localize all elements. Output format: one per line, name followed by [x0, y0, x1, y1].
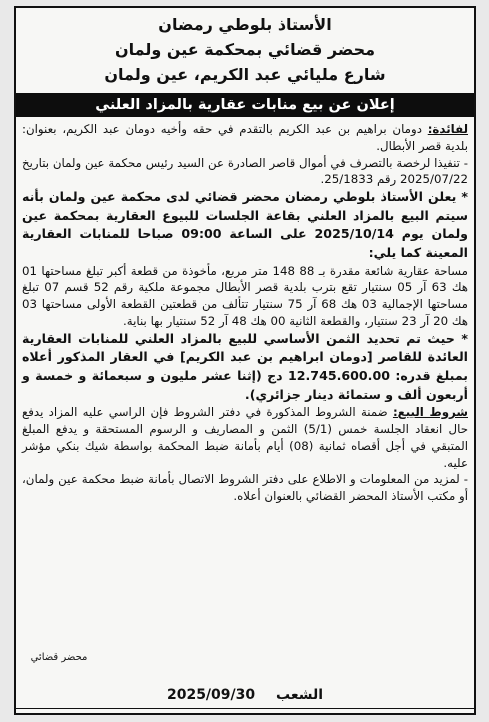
- paragraph-property-description: [22, 263, 468, 330]
- paragraph-text: ضمنة الشروط المذكورة في دفتر الشروط فإن الراسي عليه المزاد يدفع حال انعقاد الجلسة خمس (5/1) الثمن و المصاريف و الرسوم المستحقة و يدفع المبلغ المتبقي في أجل أقصاه ثمانية (08) أيام بأمانة ضبط المحكمة بواسطة شيك بنكي مؤشر عليه.: [22, 405, 468, 470]
- paragraph-label: لفائدة:: [427, 122, 468, 136]
- paragraph-beneficiary: [22, 121, 468, 155]
- paragraph-base-price: [22, 330, 468, 404]
- bailiff-address: شارع مليائي عبد الكريم، عين ولمان: [104, 65, 386, 84]
- stamp-text: محضر قضائي: [30, 652, 88, 663]
- paragraph-text: - تنفيذا لرخصة بالتصرف في أموال قاصر الصادرة عن السيد رئيس محكمة عين ولمان بتاريخ 2025/07/22 رقم 25/1833.: [22, 155, 468, 187]
- notice-title: إعلان عن بيع منابات عقارية بالمزاد العلني: [95, 97, 395, 113]
- paragraph-contact-info: [22, 471, 468, 505]
- publication-name: الشعب: [276, 687, 324, 703]
- paragraph-sale-conditions: [22, 404, 468, 471]
- notice-header: [16, 8, 474, 87]
- paragraph-text: * حيث تم تحديد الثمن الأساسي للبيع بالمزاد العلني للمنابات العقارية العائدة للقاصر [دومان ابراهيم بن عبد الكريم] في العقار المذكور أعلاه بمبلغ قدره: 12.745.600.00 دج (إثنا عشر مليون و سبعمائة و خمسة و أربعون ألف و ستمائة دينار جزائري).: [22, 330, 468, 402]
- notice-body: [16, 121, 474, 505]
- bailiff-court: محضر قضائي بمحكمة عين ولمان: [114, 40, 376, 59]
- bailiff-name: الأستاذ بلوطي رمضان: [158, 15, 332, 34]
- paragraph-text: * يعلن الأستاذ بلوطي رمضان محضر قضائي لدى محكمة عين ولمان بأنه سيتم البيع بالمزاد العلني بقاعة الجلسات للبيوع العقارية بمحكمة عين ولمان يوم 2025/10/14 على الساعة 09:00 صباحا للمنابات العقارية المعينة كما يلي:: [22, 189, 468, 260]
- paragraph-text: - لمزيد من المعلومات و الاطلاع على دفتر الشروط الاتصال بأمانة ضبط محكمة عين ولمان، أو مكتب الأستاذ المحضر القضائي بالعنوان أعلاه.: [22, 472, 468, 504]
- footer-divider: [16, 708, 474, 709]
- paragraph-authorization: [22, 155, 468, 189]
- paragraph-text: دومان براهيم بن عبد الكريم بالتقدم في حقه وأخيه دومان عبد الكريم، بعنوان: بلدية قصر الأبطال.: [22, 122, 468, 153]
- publication-row: [16, 687, 474, 703]
- paragraph-sale-announcement: [22, 188, 468, 262]
- announcement-sheet: [14, 6, 476, 715]
- notice-title-banner: [16, 93, 474, 117]
- bailiff-stamp: [24, 651, 94, 664]
- publication-date: 2025/09/30: [166, 687, 256, 703]
- notice-footer: [16, 651, 474, 709]
- paragraph-label: شروط البيع:: [392, 405, 468, 420]
- paragraph-text: مساحة عقارية شائعة مقدرة بـ 88 148 متر مربع، مأخوذة من قطعة أكبر تبلغ مساحتها 01 هك 63 آر 05 سنتيار تقع بترب بلدية قصر الأبطال مجموعة ملكية رقم 52 قسم 07 تبلغ مساحتها الإجمالية 03 هك 68 آر 75 سنتيار تتألف من قطعتين القطعة الأولى مساحتها 03 هك 20 آر 23 سنتيار، والقطعة الثانية 00 هك 48 آر 52 سنتيار بها بناية.: [22, 263, 468, 328]
